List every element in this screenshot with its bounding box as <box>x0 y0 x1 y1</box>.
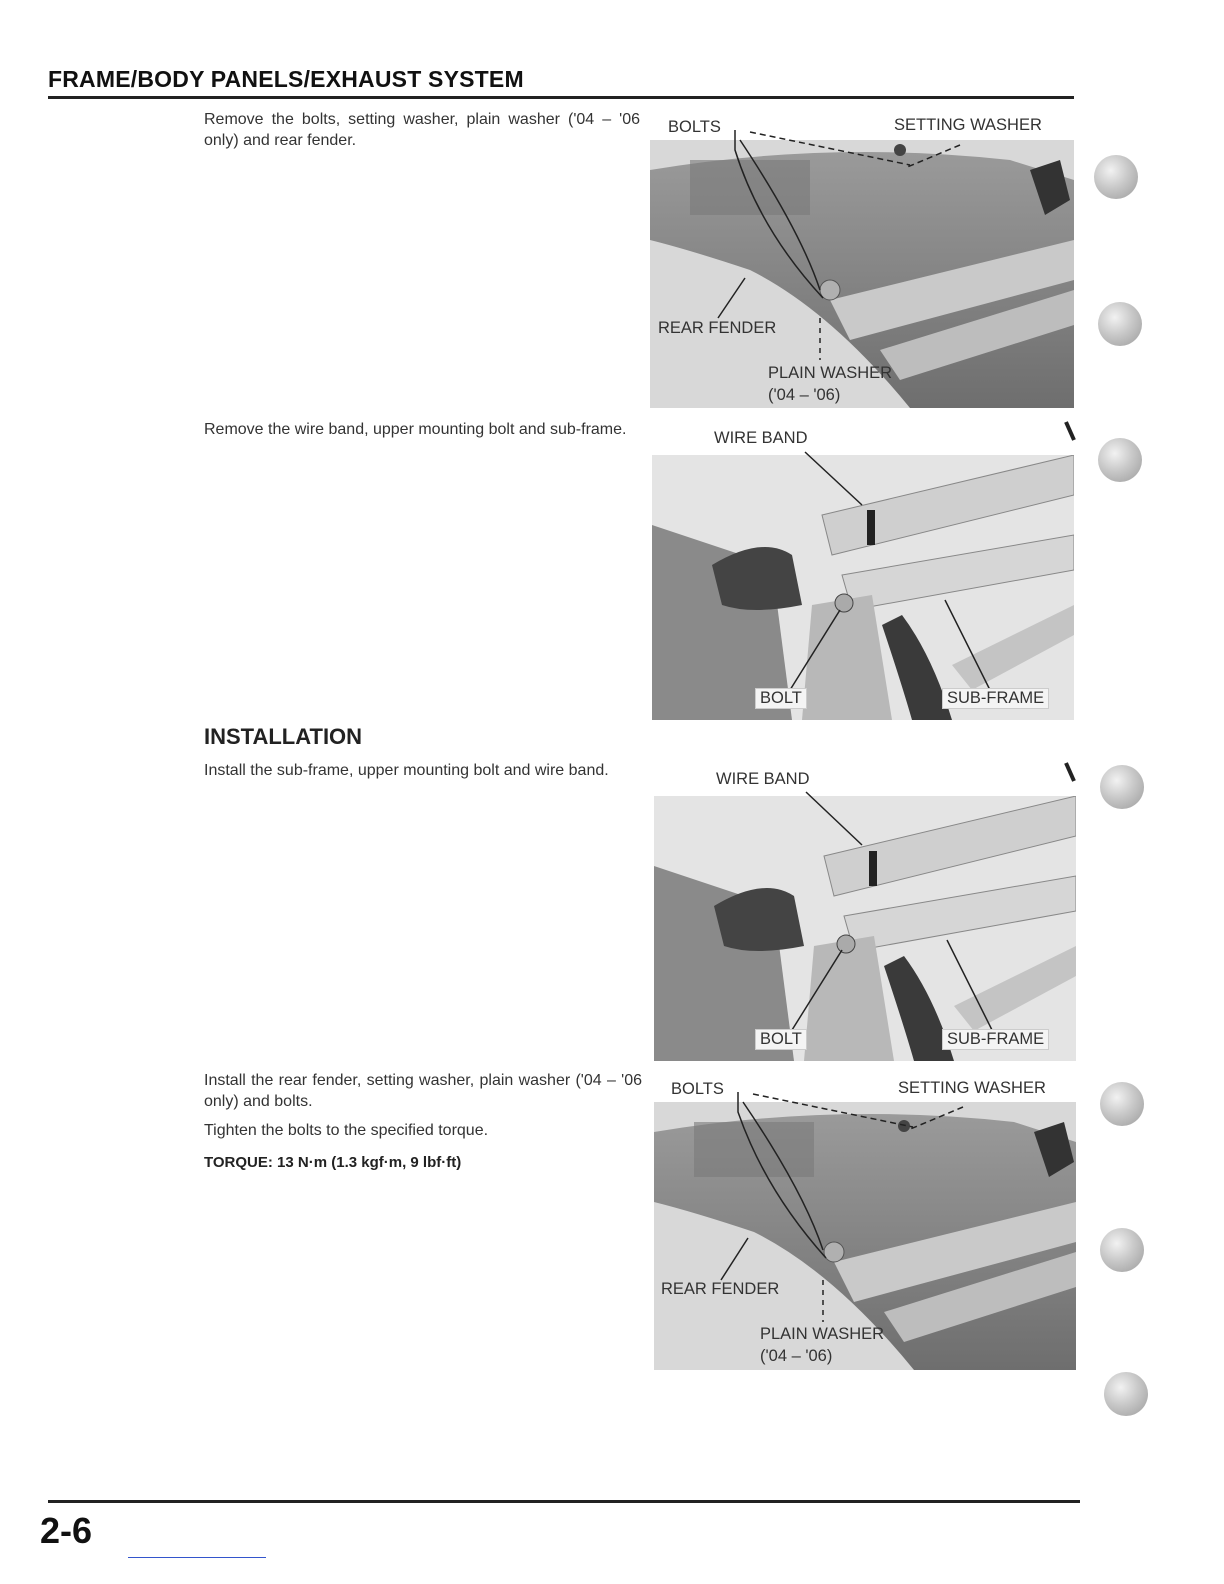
step-install-subframe-text: Install the sub-frame, upper mounting bolt and wire band. <box>204 762 609 779</box>
binder-hole-dot <box>1100 765 1144 809</box>
step-remove-subframe-text: Remove the wire band, upper mounting bolt and sub-frame. <box>204 421 627 438</box>
sub-frame-callout-install: SUB-FRAME <box>942 1029 1049 1050</box>
step-remove-fender-text: Remove the bolts, setting washer, plain washer ('04 – '06 only) and rear fender. <box>204 111 640 149</box>
plain-washer-years: ('04 – '06) <box>768 386 841 404</box>
subframe-install-photo <box>654 796 1076 1061</box>
link-underline <box>128 1557 266 1558</box>
plain-washer-years-install: ('04 – '06) <box>760 1347 833 1365</box>
installation-heading: INSTALLATION <box>204 724 363 749</box>
binder-hole-dot <box>1104 1372 1148 1416</box>
page-header-title: FRAME/BODY PANELS/EXHAUST SYSTEM <box>48 66 524 92</box>
bolt-callout-install: BOLT <box>755 1029 807 1050</box>
binder-hole-dot <box>1098 302 1142 346</box>
step-tighten-text: Tighten the bolts to the specified torque. <box>204 1122 489 1139</box>
wire-band-callout: WIRE BAND <box>714 429 808 447</box>
binder-hole-dot <box>1100 1228 1144 1272</box>
bolts-callout-install: BOLTS <box>671 1080 724 1098</box>
bolt-callout: BOLT <box>755 688 807 709</box>
torque-spec: TORQUE: 13 N·m (1.3 kgf·m, 9 lbf·ft) <box>204 1154 462 1171</box>
rear-fender-callout-install: REAR FENDER <box>661 1280 780 1298</box>
page-number: 2-6 <box>40 1510 93 1551</box>
setting-washer-callout-install: SETTING WASHER <box>898 1079 1046 1097</box>
sub-frame-callout: SUB-FRAME <box>942 688 1049 709</box>
footer-rule <box>48 1500 1080 1503</box>
rear-fender-callout: REAR FENDER <box>658 319 777 337</box>
setting-washer-callout: SETTING WASHER <box>894 116 1042 134</box>
subframe-removal-photo <box>652 455 1074 720</box>
bolts-callout: BOLTS <box>668 118 721 136</box>
header-rule <box>48 96 1074 99</box>
wire-band-callout-install: WIRE BAND <box>716 770 810 788</box>
plain-washer-callout-install: PLAIN WASHER <box>760 1325 885 1343</box>
step-install-fender-text: Install the rear fender, setting washer, plain washer ('04 – '06 only) and bolts. <box>204 1072 642 1110</box>
binder-hole-dot <box>1100 1082 1144 1126</box>
plain-washer-callout: PLAIN WASHER <box>768 364 893 382</box>
binder-hole-dot <box>1094 155 1138 199</box>
binder-hole-dot <box>1098 438 1142 482</box>
